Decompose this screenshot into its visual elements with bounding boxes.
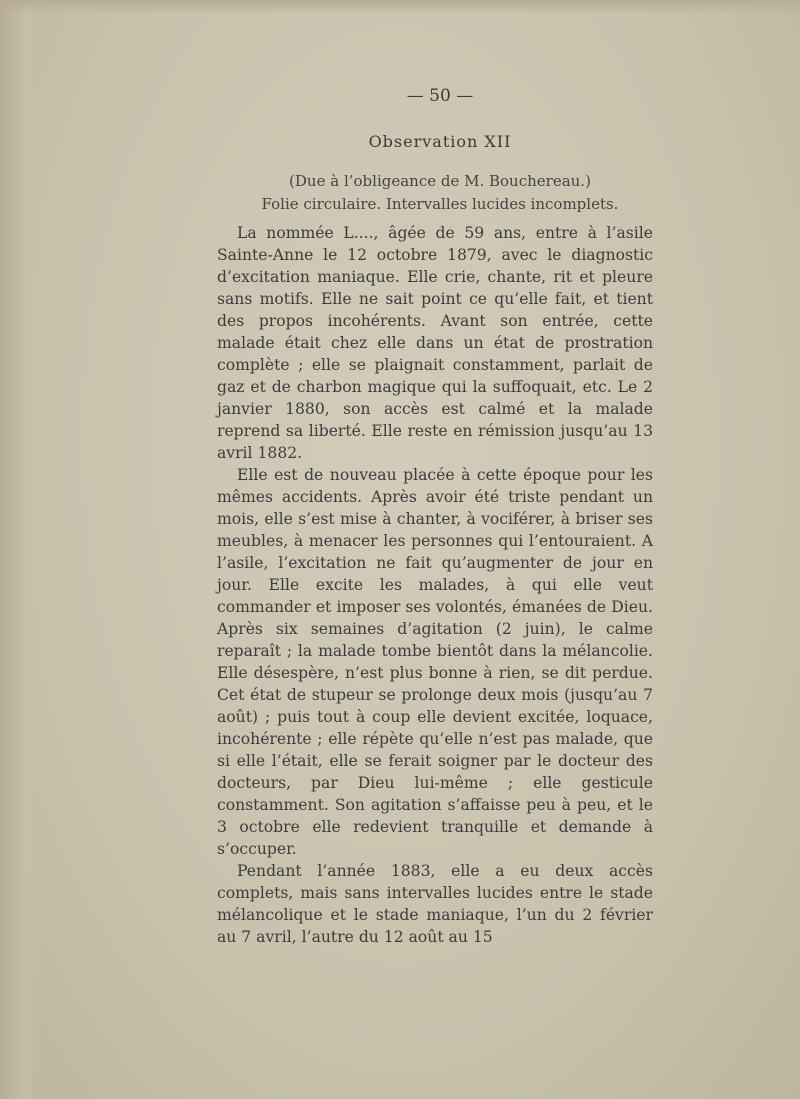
body-text	[217, 222, 653, 948]
observation-title: Observation XII	[368, 132, 512, 151]
paragraph-1: La nommée L...., âgée de 59 ans, entre à l’asile Sainte-Anne le 12 octobre 1879, avec le diagnostic d’excitation maniaque. Elle crie, chante, rit et pleure sans motifs. Elle ne sait point ce qu’elle fait, et tient des propos incohérents. Avant son entrée, cette malade était chez elle dans un état de prostration complète ; elle se plaignait constamment, parlait de gaz et de charbon magique qui la suffoquait, etc. Le 2 janvier 1880, son accès est calmé et la malade reprend sa liberté. Elle reste en rémission jusqu’au 13 avril 1882.	[217, 224, 653, 462]
page-number: — 50 —	[406, 86, 474, 106]
paragraph-3: Pendant l’année 1883, elle a eu deux accès complets, mais sans intervalles lucides entre le stade mélancolique et le stade maniaque, l’un du 2 février au 7 avril, l’autre du 12 août au 15	[217, 862, 653, 946]
page-top-edge	[0, 0, 800, 14]
page-left-edge	[0, 0, 38, 1099]
diagnosis-line: Folie circulaire. Intervalles lucides incomplets.	[261, 195, 619, 213]
paragraph-2: Elle est de nouveau placée à cette époque pour les mêmes accidents. Après avoir été triste pendant un mois, elle s’est mise à chanter, à vociférer, à briser ses meubles, à menacer les personnes qui l’entouraient. A l’asile, l’excitation ne fait qu’augmenter de jour en jour. Elle excite les malades, à qui elle veut commander et imposer ses volontés, émanées de Dieu. Après six semaines d’agitation (2 juin), le calme reparaît ; la malade tombe bientôt dans la mélancolie. Elle désespère, n’est plus bonne à rien, se dit perdue. Cet état de stupeur se prolonge deux mois (jusqu’au 7 août) ; puis tout à coup elle devient excitée, loquace, incohérente ; elle répète qu’elle n’est pas malade, que si elle l’était, elle se ferait soigner par le docteur des docteurs, par Dieu lui-même ; elle gesticule constamment. Son agitation s’affaisse peu à peu, et le 3 octobre elle redevient tranquille et demande à s’occuper.	[217, 466, 653, 858]
attribution-line: (Due à l’obligeance de M. Bouchereau.)	[289, 172, 591, 190]
